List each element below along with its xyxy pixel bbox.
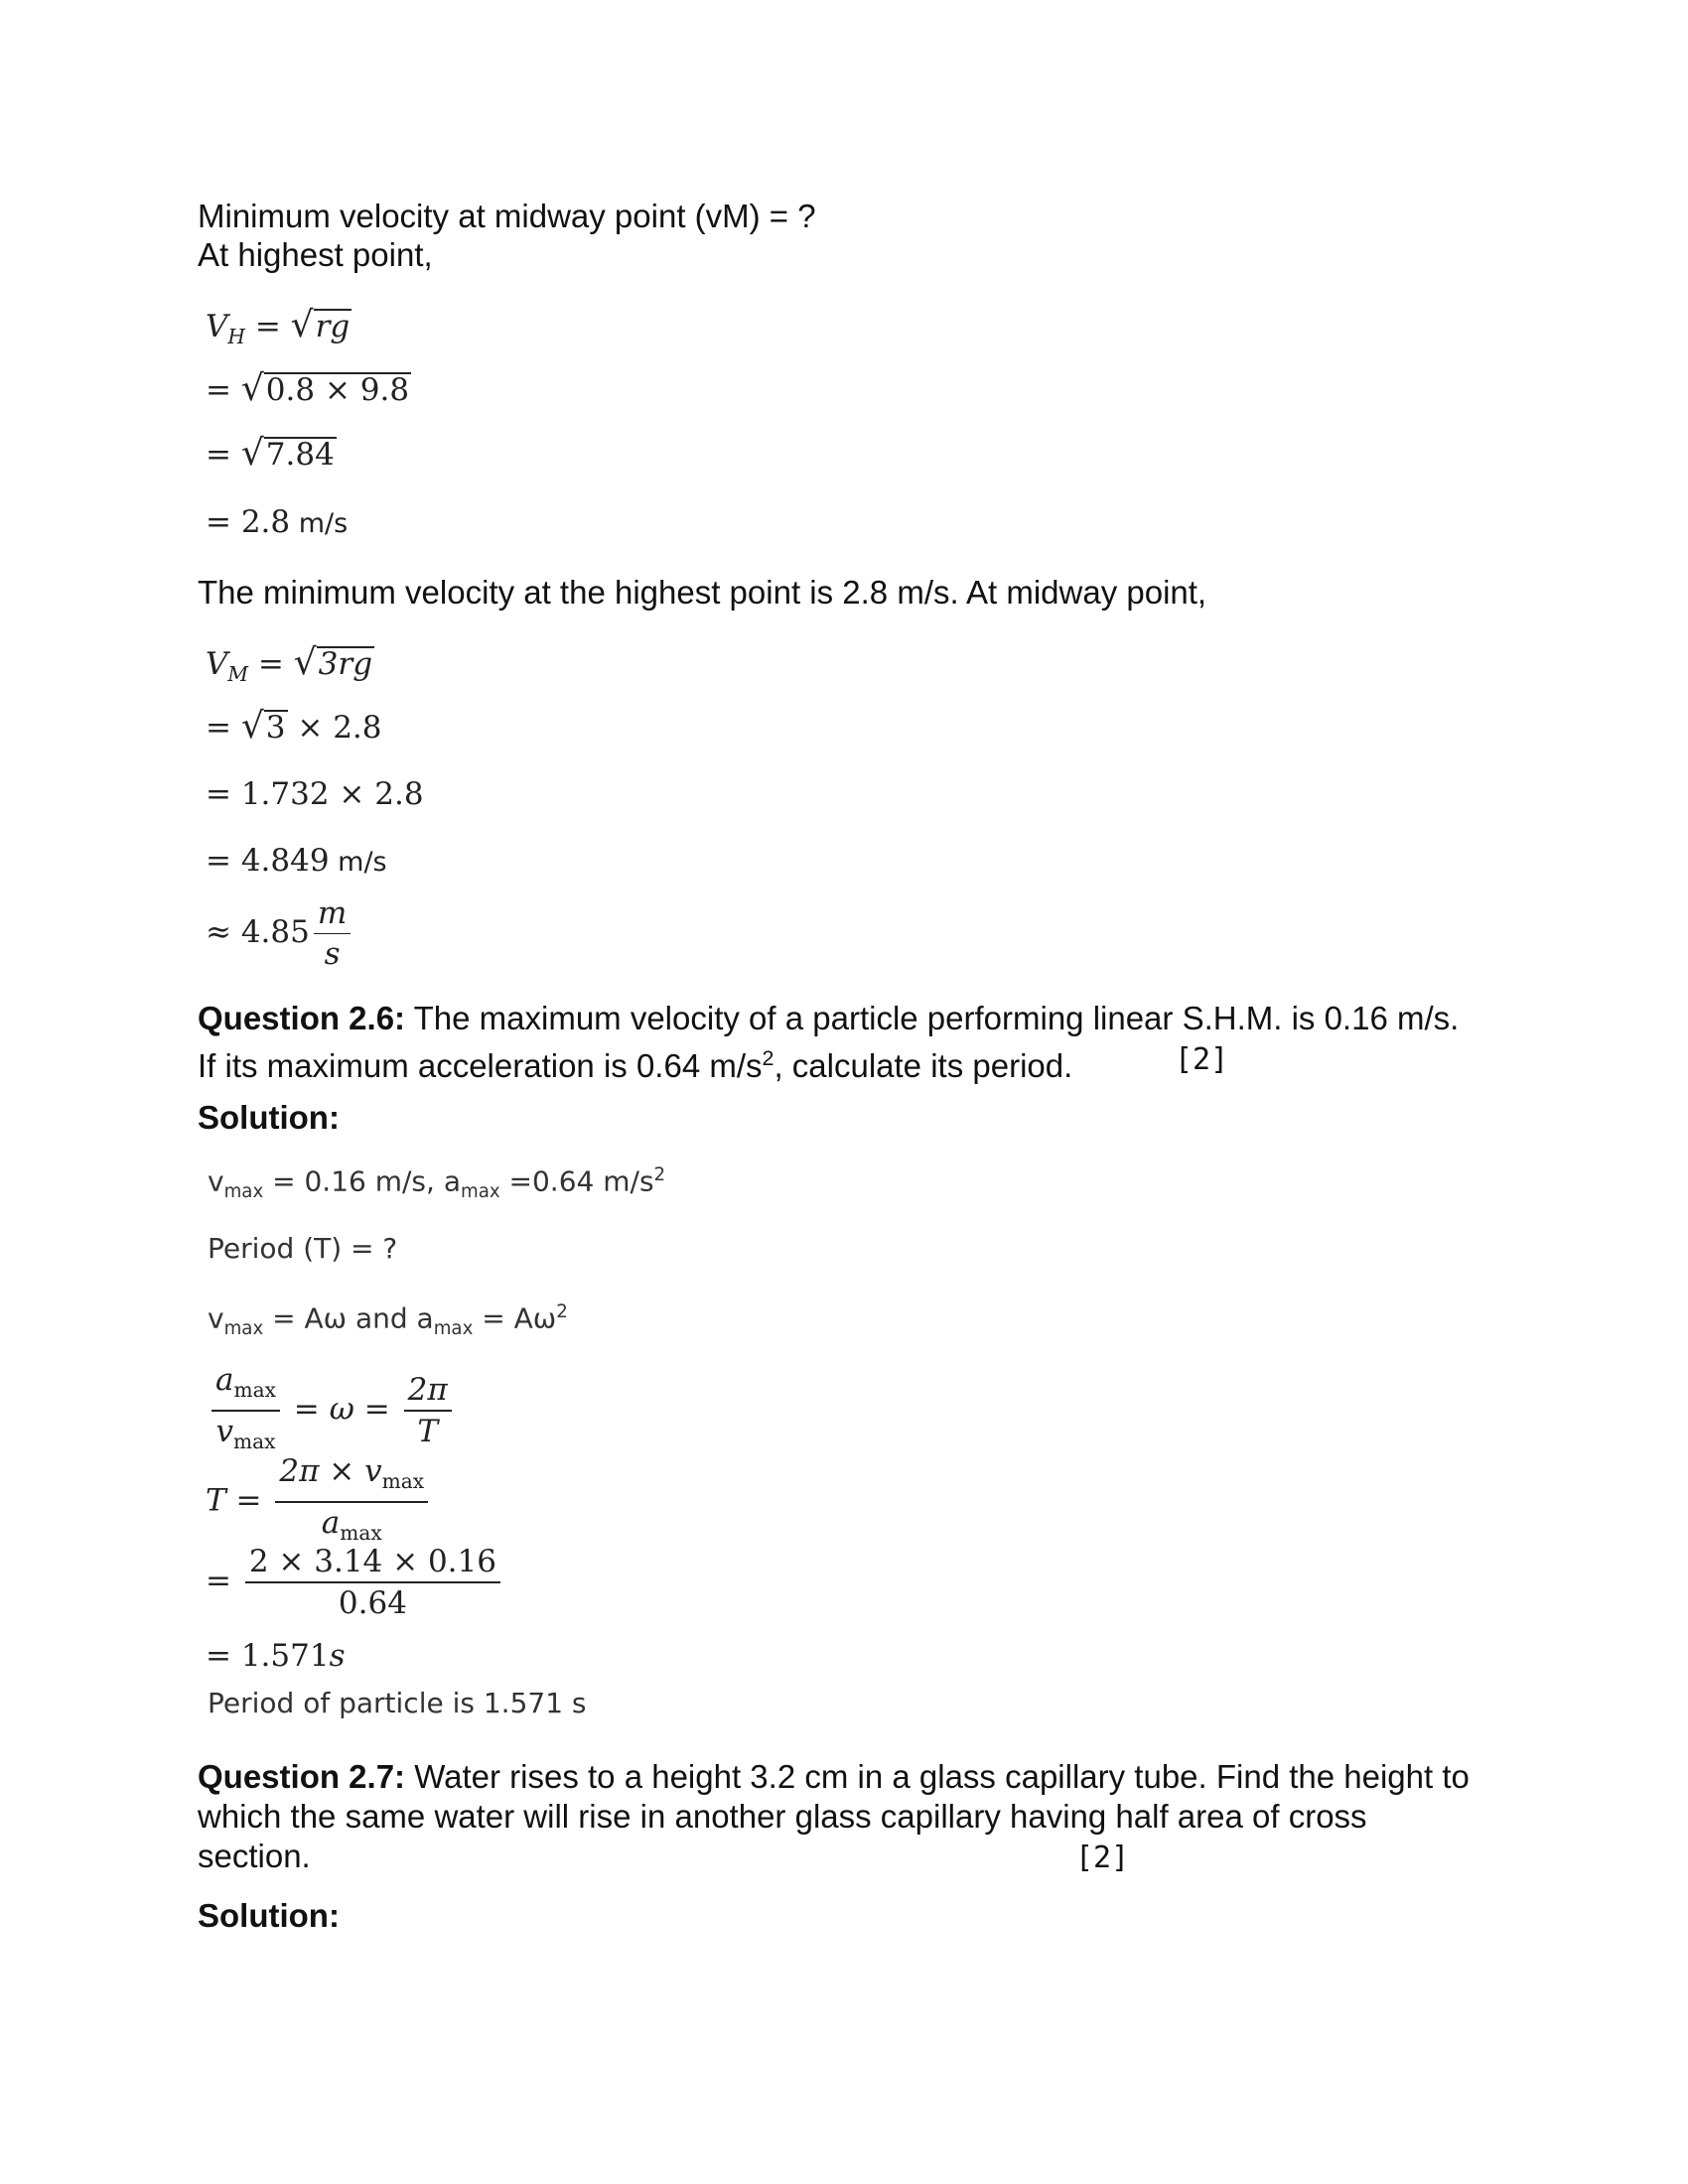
document-page: [198, 0, 1508, 2184]
eq-vh-result: = 2.8 m/s: [206, 504, 349, 540]
eq-vm-definition: $V_M = √3rg$: [206, 642, 373, 687]
intro-line-2: At highest point,: [198, 236, 433, 273]
eq-period-result: = 1.571s: [206, 1638, 346, 1674]
solution-period-unknown: Period (T) = ?: [208, 1232, 398, 1265]
eq-period-formula: T = $\frac{2\pi \times v_{max}}{a_{max}}$: [206, 1451, 432, 1553]
eq-vm-substitution: = √3 × 2.8: [206, 706, 382, 747]
eq-vh-definition: $V_H = √rg$: [206, 305, 351, 349]
solution-formulas: $v_{max} = A\omega$ and $a_{max} = A\omega^2$: [208, 1301, 568, 1339]
eq-vh-product: = √7.84: [206, 433, 335, 474]
question-2-6-solution-heading: Solution:: [198, 1099, 340, 1136]
eq-period-substitution: = $\frac{2 \times 3.14 \times 0.16}{0.64}$: [206, 1542, 504, 1623]
question-2-7-marks: [2]: [1075, 1841, 1130, 1875]
solution-given-values: $v_{max} = 0.16$ m/s, $a_{max} =0.64$ $m/s^2$: [208, 1164, 666, 1202]
eq-vm-result: = 4.849 m/s: [206, 843, 387, 879]
eq-vm-product: = 1.732 × 2.8: [206, 776, 424, 812]
intro-line-1: Minimum velocity at midway point (vM) = ?: [198, 198, 816, 234]
question-2-7-line-1: Question 2.7: Water rises to a height 3.2 cm in a glass capillary tube. Find the height to: [198, 1758, 1470, 1795]
question-2-7-label: Question 2.7:: [198, 1758, 406, 1795]
question-2-6-marks: [2]: [1175, 1042, 1229, 1077]
question-2-7-line-3: section.: [198, 1838, 311, 1874]
question-2-7-line-2: which the same water will rise in another glass capillary having half area of cross: [198, 1798, 1367, 1835]
midway-intro-text: The minimum velocity at the highest point is 2.8 m/s. At midway point,: [198, 574, 1207, 611]
question-2-6-label: Question 2.6:: [198, 1000, 406, 1036]
eq-vh-substitution: = √0.8 × 9.8: [206, 368, 410, 409]
eq-omega-ratio: $\frac{a_{max}}{v_{max}}$ = ω = $\frac{2\pi}{T}$: [208, 1360, 456, 1461]
question-2-6-line-2: If its maximum acceleration is 0.64 $m/s^2$, calculate its period.: [198, 1046, 1073, 1084]
question-2-7-solution-heading: Solution:: [198, 1897, 340, 1934]
eq-vm-approx: ≈ 4.85 $\frac{m}{s}$: [206, 893, 354, 974]
solution-conclusion: Period of particle is 1.571 s: [208, 1687, 587, 1719]
question-2-6-line-1: Question 2.6: The maximum velocity of a particle performing linear S.H.M. is 0.16 m/s.: [198, 1000, 1460, 1036]
